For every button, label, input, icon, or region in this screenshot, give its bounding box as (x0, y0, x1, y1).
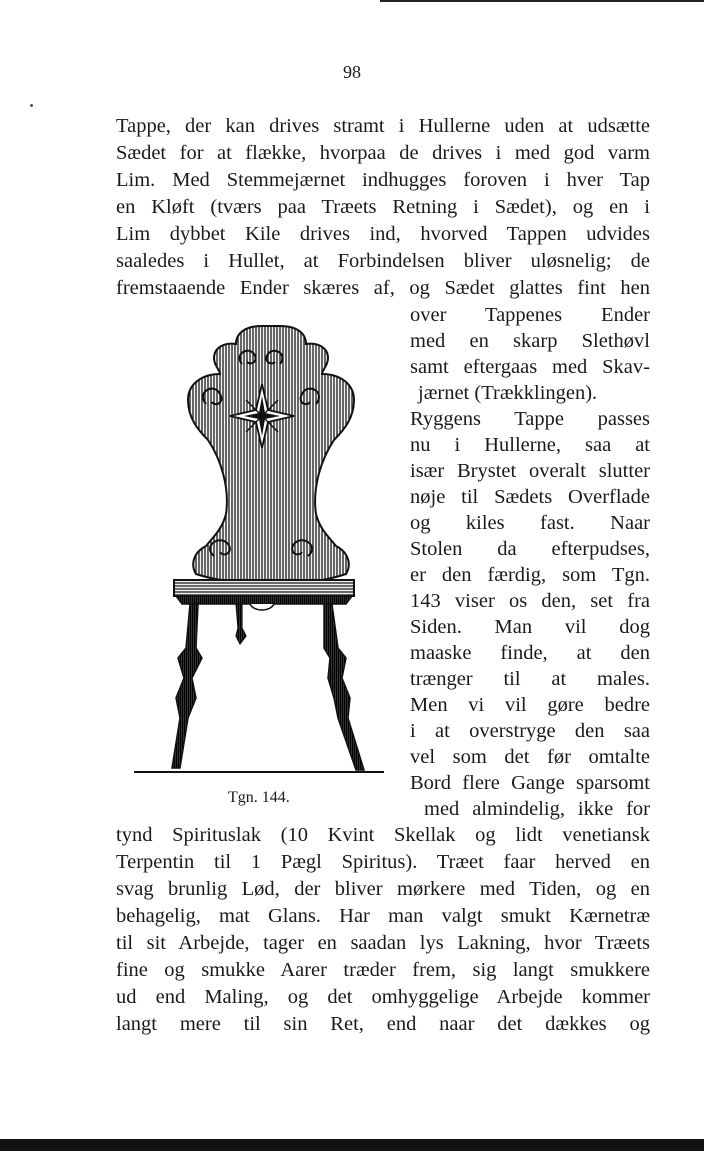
text-line: samt eftergaas med Skav- (410, 356, 650, 378)
chair-back (188, 326, 354, 583)
page-number: 98 (343, 62, 361, 82)
text-line: nu i Hullerne, saa at (410, 434, 650, 456)
text-line: langt mere til sin Ret, end naar det dækkes og (116, 1013, 650, 1035)
figure-caption: Tgn. 144. (228, 789, 290, 806)
text-line: Men vi vil gøre bedre (410, 694, 650, 716)
text-line: med almindelig, ikke for (424, 798, 650, 820)
text-line: tynd Spirituslak (10 Kvint Skellak og lidt venetiansk (116, 824, 650, 846)
chair-seat (174, 580, 354, 596)
text-line: trænger til at males. (410, 668, 650, 690)
text-line: Bord flere Gange sparsomt (410, 772, 650, 794)
text-line: med en skarp Slethøvl (410, 330, 650, 352)
text-line: Lim. Med Stemmejærnet indhugges foroven i hver Tap (116, 169, 650, 191)
text-line: fremstaaende Ender skæres af, og Sædet glattes fint hen (116, 277, 650, 299)
text-line: Tappe, der kan drives stramt i Hullerne uden at udsætte (116, 115, 650, 137)
text-line: til sit Arbejde, tager en saadan lys Lakning, hvor Træets (116, 932, 650, 954)
text-line: behagelig, mat Glans. Har man valgt smukt Kærnetræ (116, 905, 650, 927)
text-line: maaske finde, at den (410, 642, 650, 664)
chair-leg (236, 604, 246, 644)
text-line: Sædet for at flække, hvorpaa de drives i med god varm (116, 142, 650, 164)
text-line: 143 viser os den, set fra (410, 590, 650, 612)
text-line: ud end Maling, og det omhyggelige Arbejde kommer (116, 986, 650, 1008)
scan-bottom-edge (0, 1139, 704, 1151)
text-line: Ryggens Tappe passes (410, 408, 650, 430)
text-line: især Brystet overalt slutter (410, 460, 650, 482)
text-line: er den færdig, som Tgn. (410, 564, 650, 586)
text-line: saaledes i Hullet, at Forbindelsen bliver uløsnelig; de (116, 250, 650, 272)
page-speck (30, 104, 33, 107)
text-line: Siden. Man vil dog (410, 616, 650, 638)
text-line: jærnet (Trækklingen). (418, 382, 598, 404)
text-line: Lim dybbet Kile drives ind, hvorved Tappen udvides (116, 223, 650, 245)
text-line: i at overstryge den saa (410, 720, 650, 742)
text-line: og kiles fast. Naar (410, 512, 650, 534)
text-line: svag brunlig Lød, der bliver mørkere med Tiden, og en (116, 878, 650, 900)
text-line: Terpentin til 1 Pægl Spiritus). Træet faar herved en (116, 851, 650, 873)
text-line: nøje til Sædets Overflade (410, 486, 650, 508)
text-line: vel som det før omtalte (410, 746, 650, 768)
chair-leg (324, 604, 364, 770)
text-line: over Tappenes Ender (410, 304, 650, 326)
chair-leg (172, 604, 202, 768)
top-rule (380, 0, 704, 2)
text-line: Stolen da efterpudses, (410, 538, 650, 560)
chair-illustration (132, 318, 390, 780)
text-line: fine og smukke Aarer træder frem, sig langt smukkere (116, 959, 650, 981)
text-line: en Kløft (tværs paa Træets Retning i Sædet), og en i (116, 196, 650, 218)
